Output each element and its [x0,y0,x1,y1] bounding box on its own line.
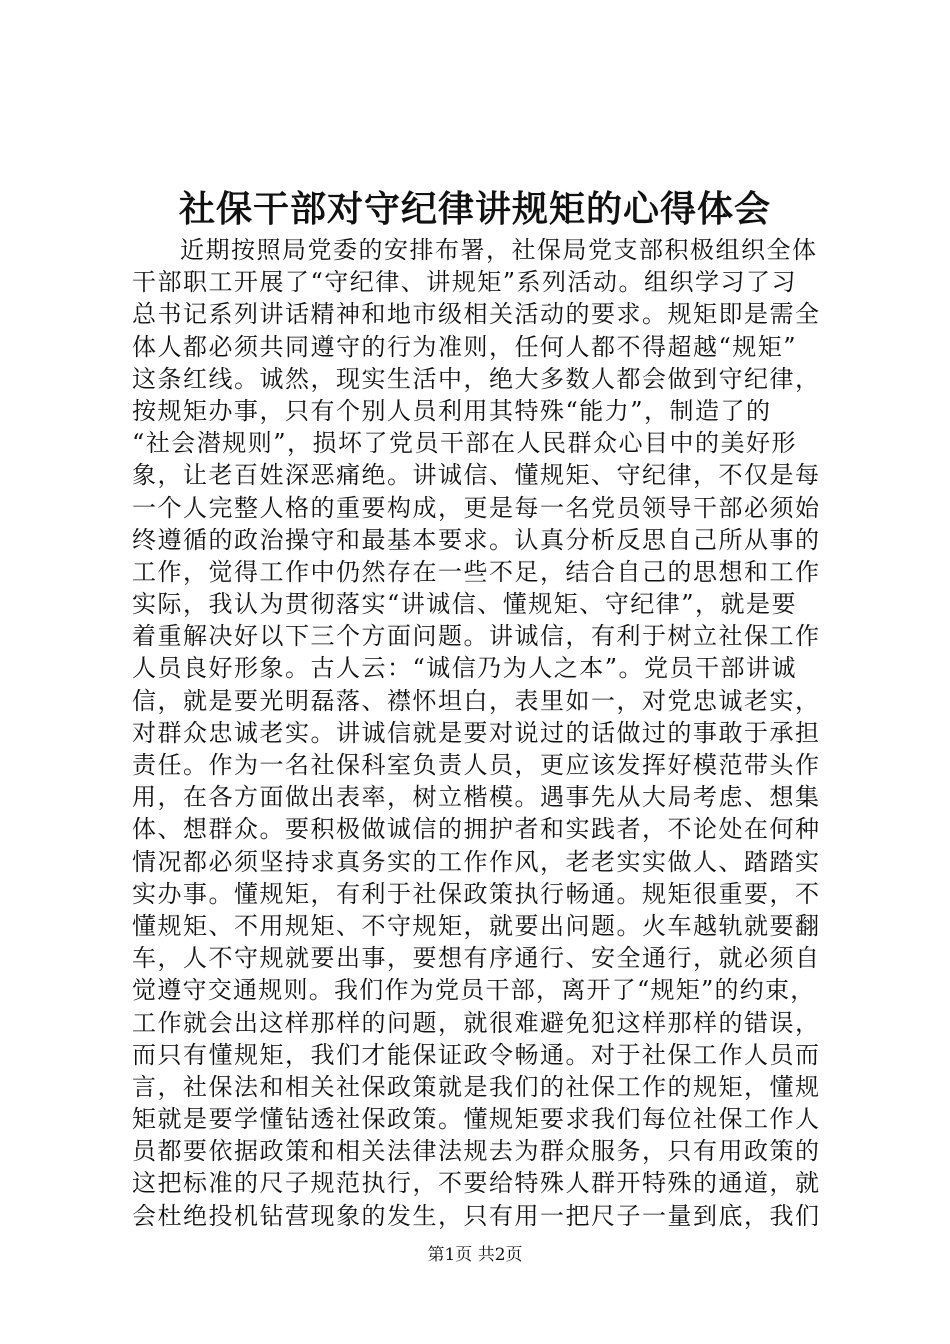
text-line: 对群众忠诚老实。讲诚信就是要对说过的话做过的事敢于承担 [132,718,821,747]
text-line: 这条红线。诚然，现实生活中，绝大多数人都会做到守纪律， [132,364,821,393]
text-line: 象，让老百姓深恶痛绝。讲诚信、懂规矩、守纪律，不仅是每 [132,461,821,490]
text-line: 一个人完整人格的重要构成，更是每一名党员领导干部必须始 [132,493,821,522]
text-line: “社会潜规则”，损坏了党员干部在人民群众心目中的美好形 [132,429,798,458]
text-line: 责任。作为一名社保科室负责人员，更应该发挥好模范带头作 [132,751,821,779]
text-line: 会杜绝投机钻营现象的发生，只有用一把尺子一量到底，我们 [132,1201,821,1230]
text-line: 按规矩办事，只有个别人员利用其特殊“能力”，制造了的 [132,396,772,425]
text-line: 情况都必须坚持求真务实的工作作风，老老实实做人、踏踏实 [132,847,821,876]
text-line: 实际，我认为贯彻落实“讲诚信、懂规矩、守纪律”，就是要 [132,590,798,619]
text-line: 用，在各方面做出表率，树立楷模。遇事先从大局考虑、想集 [132,783,821,812]
text-line: 体、想群众。要积极做诚信的拥护者和实践者，不论处在何种 [132,815,821,844]
text-line: 言，社保法和相关社保政策就是我们的社保工作的规矩，懂规 [132,1072,821,1101]
text-line: 员都要依据政策和相关法律法规去为群众服务，只有用政策的 [132,1137,821,1166]
text-line: 工作就会出这样那样的问题，就很难避免犯这样那样的错误， [132,1008,821,1037]
text-line: 总书记系列讲话精神和地市级相关活动的要求。规矩即是需全 [132,300,821,329]
text-line: 矩就是要学懂钻透社保政策。懂规矩要求我们每位社保工作人 [132,1105,821,1134]
text-line: 这把标准的尺子规范执行，不要给特殊人群开特殊的通道，就 [132,1169,821,1198]
text-line: 体人都必须共同遵守的行为准则，任何人都不得超越“规矩” [132,332,798,361]
text-line: 车，人不守规就要出事，要想有序通行、安全通行，就必须自 [132,944,821,973]
document-title: 社保干部对守纪律讲规矩的心得体会 [178,188,771,230]
text-line: 人员良好形象。古人云：“诚信乃为人之本”。党员干部讲诚 [132,654,798,683]
text-line: 近期按照局党委的安排布署，社保局党支部积极组织全体 [180,236,818,264]
text-line: 工作，觉得工作中仍然存在一些不足，结合自己的思想和工作 [132,557,821,586]
text-line: 着重解决好以下三个方面问题。讲诚信，有利于树立社保工作 [132,622,821,651]
text-line: 干部职工开展了“守纪律、讲规矩”系列活动。组织学习了习 [132,268,798,297]
body-paragraph [132,234,822,1232]
text-line: 终遵循的政治操守和最基本要求。认真分析反思自己所从事的 [132,525,821,554]
text-line: 觉遵守交通规则。我们作为党员干部，离开了“规矩”的约束， [132,976,816,1005]
page-footer: 第1页 共2页 [427,1245,523,1265]
text-line: 而只有懂规矩，我们才能保证政令畅通。对于社保工作人员而 [132,1040,821,1069]
text-line: 信，就是要光明磊落、襟怀坦白，表里如一，对党忠诚老实， [132,686,821,715]
text-line: 懂规矩、不用规矩、不守规矩，就要出问题。火车越轨就要翻 [132,911,821,940]
text-line: 实办事。懂规矩，有利于社保政策执行畅通。规矩很重要，不 [132,879,821,908]
